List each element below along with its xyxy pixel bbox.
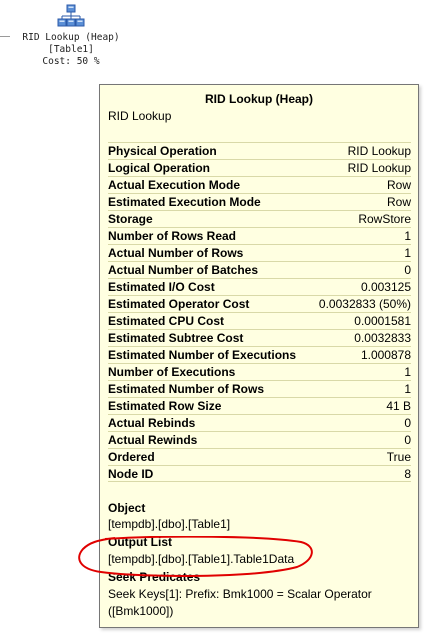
property-value: 1 [404, 382, 411, 396]
plan-node-name: RID Lookup (Heap) [22, 32, 120, 43]
property-value: 0.0001581 [354, 314, 411, 328]
property-row [108, 295, 411, 312]
property-row [108, 159, 411, 176]
property-name: Estimated Operator Cost [108, 297, 250, 311]
property-row [108, 329, 411, 346]
property-row [108, 278, 411, 295]
property-value: True [386, 450, 411, 464]
property-row [108, 210, 411, 227]
property-value: 41 B [386, 399, 411, 413]
property-name: Number of Rows Read [108, 229, 237, 243]
property-name: Estimated Row Size [108, 399, 222, 413]
property-value: 1 [404, 246, 411, 260]
tooltip-description: RID Lookup [108, 109, 172, 123]
seek-predicates-value: Seek Keys[1]: Prefix: Bmk1000 = Scalar Operator ([Bmk1000]) [108, 587, 372, 618]
property-row [108, 397, 411, 414]
property-value: Row [386, 195, 411, 209]
property-row [108, 363, 411, 380]
property-name: Estimated I/O Cost [108, 280, 215, 294]
operator-tooltip [99, 84, 419, 628]
plan-node-cost: Cost: 50 % [42, 56, 100, 67]
property-value: 8 [404, 467, 411, 481]
property-name: Estimated Number of Executions [108, 348, 297, 362]
property-value: RowStore [358, 212, 411, 226]
property-value: 0 [404, 263, 411, 277]
property-name: Number of Executions [108, 365, 236, 379]
plan-node-object: [Table1] [48, 44, 94, 55]
property-value: Row [386, 178, 411, 192]
property-row [108, 142, 411, 159]
property-name: Ordered [108, 450, 155, 464]
property-row [108, 346, 411, 363]
property-name: Logical Operation [108, 161, 211, 175]
property-value: 1 [404, 229, 411, 243]
property-value: RID Lookup [347, 161, 411, 175]
property-name: Node ID [108, 467, 154, 481]
property-name: Actual Number of Batches [108, 263, 259, 277]
plan-node-caption[interactable] [0, 32, 142, 68]
property-row [108, 227, 411, 244]
property-row [108, 414, 411, 431]
property-name: Actual Execution Mode [108, 178, 241, 192]
property-value: 1.000878 [360, 348, 411, 362]
property-value: 0.003125 [360, 280, 411, 294]
property-row [108, 380, 411, 397]
output-list-heading: Output List [108, 535, 172, 549]
property-row [108, 465, 411, 482]
property-row [108, 193, 411, 210]
property-name: Actual Rebinds [108, 416, 196, 430]
property-row [108, 312, 411, 329]
property-value: 0.0032833 (50%) [318, 297, 411, 311]
object-value: [tempdb].[dbo].[Table1] [108, 517, 231, 531]
property-row [108, 244, 411, 261]
property-value: RID Lookup [347, 144, 411, 158]
property-row [108, 176, 411, 193]
property-value: 1 [404, 365, 411, 379]
tooltip-title: RID Lookup (Heap) [205, 92, 313, 106]
rid-lookup-icon[interactable] [57, 4, 85, 30]
property-name: Estimated Execution Mode [108, 195, 261, 209]
output-list-value: [tempdb].[dbo].[Table1].Table1Data [108, 552, 295, 566]
tooltip-properties-table [108, 142, 411, 482]
property-name: Estimated CPU Cost [108, 314, 225, 328]
property-name: Physical Operation [108, 144, 217, 158]
property-name: Storage [108, 212, 153, 226]
property-row [108, 431, 411, 448]
object-heading: Object [108, 501, 146, 515]
property-name: Actual Rewinds [108, 433, 198, 447]
property-name: Estimated Number of Rows [108, 382, 265, 396]
property-value: 0 [404, 416, 411, 430]
property-name: Actual Number of Rows [108, 246, 244, 260]
property-row [108, 261, 411, 278]
seek-predicates-heading: Seek Predicates [108, 570, 201, 584]
property-value: 0 [404, 433, 411, 447]
property-row [108, 448, 411, 465]
property-value: 0.0032833 [354, 331, 411, 345]
property-name: Estimated Subtree Cost [108, 331, 244, 345]
